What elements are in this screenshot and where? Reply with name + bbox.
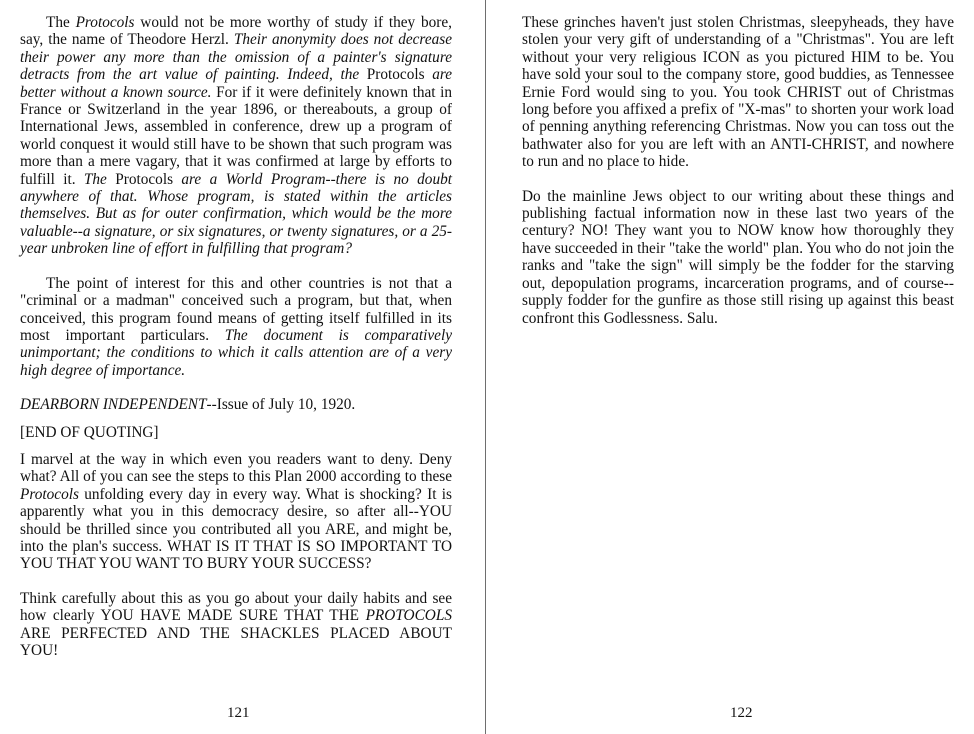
text-run: --Issue of July 10, 1920. — [206, 396, 356, 414]
text-run: The point of interest for this and other countries is not that a "criminal or a madman" conceived such a program, but that, when conceived, this program found means of getting itself fulfilled in its most important particulars. — [20, 274, 452, 344]
italic-run: Protocols — [75, 14, 135, 31]
italic-run: Their anonymity does not decrease their power any more than the omission of a painter's signature detracts from the art value of painting. Indeed, the — [20, 31, 452, 84]
text-run: unfolding every day in every way. What is shocking? It is apparently what you in this democracy desire, so after all--YOU should be thrilled since you contributed all you ARE, and might be, into the plan's success. WHAT IS IT THAT IS SO IMPORTANT TO YOU THAT YOU WANT TO BURY YOUR SUCCESS? — [20, 485, 452, 573]
page-gutter — [485, 0, 486, 734]
left-paragraph-3 — [20, 451, 452, 573]
text-run: would not be more worthy of study if they bore, say, the name of Theodore Herzl. — [20, 14, 452, 49]
italic-run: PROTOCOLS — [365, 607, 452, 625]
left-page — [20, 14, 452, 659]
italic-run: are a World Program--there is no doubt anywhere of that. Whose program, is stated within the articles themselves. But as for outer confirmation, which would be the more valuable--a signature, or six signatures, or twenty signatures, or a 25-year unbroken line of effort in fulfilling that program? — [20, 170, 452, 258]
source-citation — [20, 396, 452, 413]
left-paragraph-4 — [20, 590, 452, 660]
text-run: Protocols — [106, 170, 182, 188]
page-number-left: 121 — [227, 705, 250, 721]
text-run: ARE PERFECTED AND THE SHACKLES PLACED ABOUT YOU! — [20, 624, 452, 659]
end-quoting-marker: [END OF QUOTING] — [20, 423, 159, 441]
text-run: Think carefully about this as you go about your daily habits and see how clearly YOU HAVE MADE SURE THAT THE — [20, 589, 452, 625]
italic-run: are better without a known source. — [20, 66, 453, 101]
text-run: The — [46, 14, 76, 31]
text-run: Protocols — [359, 66, 433, 84]
text-run: For if it were definitely known that in France or Switzerland in the year 1896, or thereabouts, a group of International Jews, assembled in conference, drew up a program of world conquest it would still have to be shown that such program was more than a mere vagary, that it was confirmed at large by efforts to fulfill it. — [20, 83, 452, 188]
left-paragraph-2 — [20, 275, 452, 379]
right-page — [522, 14, 954, 327]
right-paragraph-1: These grinches haven't just stolen Christmas, sleepyheads, they have stolen your very gift of understanding of a "Christmas". You are left without your very religious ICON as you pictured HIM to be. You have sold your soul to the company store, good buddies, as Tennessee Ernie Ford would sing to you. You took CHRIST out of Christmas long before you affixed a prefix of "X-mas" to shorten your work load of penning anything referencing Christmas. Now you can toss out the bathwater also for you are left with an ANTI-CHRIST, and nowhere to run and no place to hide. — [522, 14, 954, 171]
left-paragraph-1 — [20, 14, 452, 258]
text-run: I marvel at the way in which even you readers want to deny. Deny what? All of you can see the steps to this Plan 2000 according to these — [20, 450, 452, 486]
italic-run: Protocols — [20, 485, 79, 503]
italic-run: The document is comparatively unimportant; the conditions to which it calls attention are of a very high degree of importance. — [20, 326, 452, 379]
italic-run: The — [83, 170, 107, 188]
italic-run: DEARBORN INDEPENDENT — [20, 396, 207, 414]
right-paragraph-2: Do the mainline Jews object to our writing about these things and publishing factual information now in these last two years of the century? NO! They want you to NOW know how thoroughly they have succeeded in their "take the world" plan. You who do not join the ranks and "take the sign" will simply be the fodder for the starving out, depopulation programs, incarceration programs, and of course--supply fodder for the gunfire as those still rising up against this beast confront this Godlessness. Salu. — [522, 187, 954, 327]
page-number-right: 122 — [730, 705, 753, 721]
